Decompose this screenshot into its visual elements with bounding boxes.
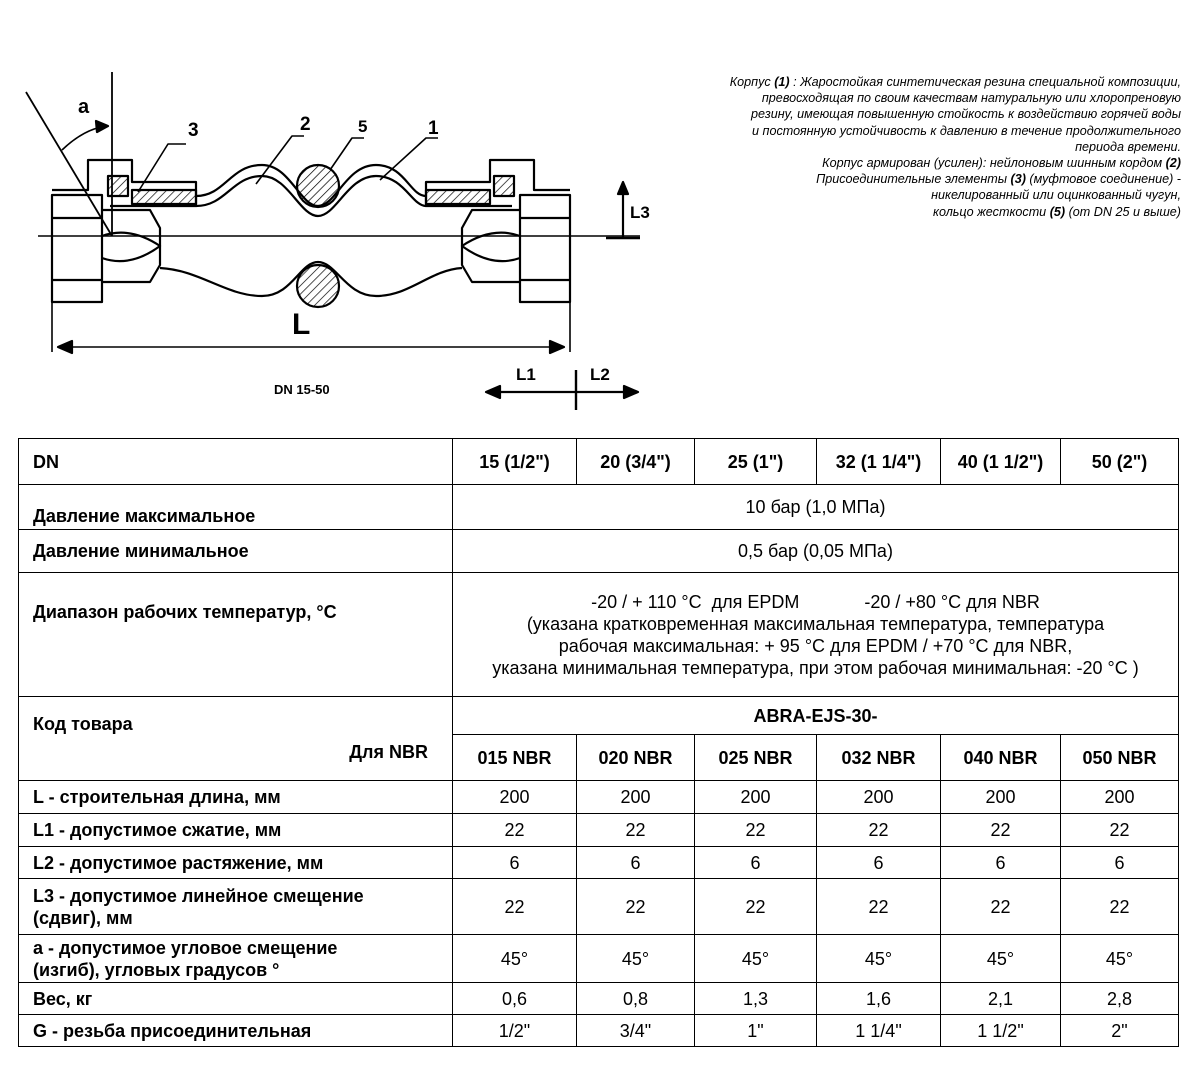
parameter-value: 22 bbox=[577, 879, 695, 935]
parameter-row bbox=[19, 847, 1179, 879]
code-prefix: ABRA-EJS-30- bbox=[453, 697, 1179, 735]
parameter-label bbox=[19, 983, 453, 1015]
component-description bbox=[640, 74, 1181, 220]
dn-value: 50 (2") bbox=[1061, 439, 1179, 485]
description-text: и постоянную устойчивость к давлению в течение продолжительного bbox=[752, 123, 1181, 138]
parameter-value: 45° bbox=[453, 935, 577, 983]
description-text: Корпус bbox=[729, 75, 775, 89]
parameter-row bbox=[19, 935, 1179, 983]
parameter-value: 22 bbox=[1061, 879, 1179, 935]
parameter-value: 45° bbox=[577, 935, 695, 983]
description-text: : Жаростойкая синтетическая резина специальной композиции, bbox=[789, 75, 1181, 89]
dn-value: 15 (1/2") bbox=[453, 439, 577, 485]
parameter-value: 22 bbox=[817, 814, 941, 847]
parameter-label-line: L3 - допустимое линейное смещение bbox=[33, 885, 364, 906]
pressure-min-value: 0,5 бар (0,05 МПа) bbox=[453, 530, 1179, 573]
parameter-value: 2" bbox=[1061, 1015, 1179, 1047]
parameter-value: 200 bbox=[577, 781, 695, 814]
parameter-value: 22 bbox=[695, 879, 817, 935]
description-line bbox=[640, 123, 1181, 139]
dn-value: 25 (1") bbox=[695, 439, 817, 485]
parameter-label-line: L2 - допустимое растяжение, мм bbox=[33, 852, 324, 873]
parameter-value: 200 bbox=[941, 781, 1061, 814]
description-text: периода времени. bbox=[1075, 139, 1181, 154]
parameter-label bbox=[19, 814, 453, 847]
temperature-line: (указана кратковременная максимальная температура, температура bbox=[526, 613, 1105, 634]
parameter-value: 6 bbox=[1061, 847, 1179, 879]
description-line bbox=[640, 90, 1181, 106]
parameter-value: 22 bbox=[577, 814, 695, 847]
parameter-row bbox=[19, 814, 1179, 847]
parameter-label bbox=[19, 781, 453, 814]
parameter-row bbox=[19, 879, 1179, 935]
parameter-value: 45° bbox=[817, 935, 941, 983]
temperature-line: рабочая максимальная: + 95 °C для EPDM / +70 °C для NBR, bbox=[558, 635, 1073, 656]
description-line bbox=[640, 74, 1181, 90]
temperature-value bbox=[453, 573, 1179, 697]
pressure-min-label: Давление минимальное bbox=[19, 530, 453, 573]
parameter-row bbox=[19, 781, 1179, 814]
length-label: L bbox=[292, 308, 311, 341]
parameter-value: 6 bbox=[695, 847, 817, 879]
description-text: никелированный или оцинкованный чугун, bbox=[931, 188, 1181, 203]
product-code: 015 NBR bbox=[453, 735, 577, 781]
part-number: (5) bbox=[1049, 204, 1066, 219]
pressure-min-row bbox=[19, 530, 1179, 573]
parameter-value: 6 bbox=[577, 847, 695, 879]
l3-label: L3 bbox=[630, 203, 650, 222]
description-line bbox=[640, 139, 1181, 155]
product-code: 032 NBR bbox=[817, 735, 941, 781]
dn-value: 32 (1 1/4") bbox=[817, 439, 941, 485]
parameter-value: 22 bbox=[941, 814, 1061, 847]
dn-row bbox=[19, 439, 1179, 485]
description-text: превосходящая по своим качествам натуральную или хлоропреновую bbox=[761, 91, 1181, 106]
parameter-value: 1" bbox=[695, 1015, 817, 1047]
description-line bbox=[640, 187, 1181, 203]
product-code: 050 NBR bbox=[1061, 735, 1179, 781]
dn-value: 40 (1 1/2") bbox=[941, 439, 1061, 485]
parameter-label-line: (сдвиг), мм bbox=[33, 907, 133, 928]
dn-caption: DN 15-50 bbox=[274, 382, 330, 397]
description-line bbox=[640, 106, 1181, 122]
parameter-label-line: Вес, кг bbox=[33, 988, 93, 1009]
parameter-value: 22 bbox=[695, 814, 817, 847]
description-line bbox=[640, 171, 1181, 187]
parameter-label bbox=[19, 847, 453, 879]
parameter-value: 200 bbox=[453, 781, 577, 814]
parameter-value: 45° bbox=[1061, 935, 1179, 983]
parameter-value: 22 bbox=[817, 879, 941, 935]
parameter-row bbox=[19, 1015, 1179, 1047]
part-3-label: 3 bbox=[188, 120, 199, 141]
description-text: Корпус армирован (усилен): нейлоновым шинным кордом bbox=[822, 156, 1166, 171]
code-sub-label: Для NBR bbox=[349, 742, 428, 762]
parameter-value: 1 1/4" bbox=[817, 1015, 941, 1047]
parameter-label bbox=[19, 1015, 453, 1047]
parameter-label-line: L - строительная длина, мм bbox=[33, 787, 281, 807]
temperature-row bbox=[19, 573, 1179, 697]
parameter-value: 22 bbox=[1061, 814, 1179, 847]
parameter-value: 0,6 bbox=[453, 983, 577, 1015]
code-label: Код товара bbox=[33, 714, 133, 734]
parameter-label-line: а - допустимое угловое смещение bbox=[33, 937, 338, 958]
parameter-value: 6 bbox=[817, 847, 941, 879]
part-2-label: 2 bbox=[300, 114, 311, 135]
parameter-value: 0,8 bbox=[577, 983, 695, 1015]
part-number: (3) bbox=[1010, 172, 1026, 187]
expansion-joint-drawing bbox=[0, 0, 680, 430]
dn-label: DN bbox=[19, 439, 453, 485]
parameter-value: 1 1/2" bbox=[941, 1015, 1061, 1047]
product-code: 040 NBR bbox=[941, 735, 1061, 781]
l2-label: L2 bbox=[590, 365, 610, 384]
temperature-label: Диапазон рабочих температур, °C bbox=[19, 573, 453, 697]
part-1-label: 1 bbox=[428, 118, 439, 139]
temperature-line: указана минимальная температура, при этом рабочая минимальная: -20 °C ) bbox=[492, 657, 1139, 678]
parameter-value: 45° bbox=[695, 935, 817, 983]
parameter-value: 3/4" bbox=[577, 1015, 695, 1047]
description-text: кольцо жесткости bbox=[933, 204, 1050, 219]
parameter-value: 200 bbox=[817, 781, 941, 814]
parameter-value: 6 bbox=[941, 847, 1061, 879]
parameter-value: 1,3 bbox=[695, 983, 817, 1015]
pressure-max-label: Давление максимальное bbox=[19, 485, 453, 530]
parameter-label-line: L1 - допустимое сжатие, мм bbox=[33, 820, 282, 840]
l1-label: L1 bbox=[516, 365, 536, 384]
description-text: (муфтовое соединение) - bbox=[1025, 172, 1181, 187]
parameter-label bbox=[19, 879, 453, 935]
product-code: 025 NBR bbox=[695, 735, 817, 781]
parameter-value: 22 bbox=[453, 879, 577, 935]
product-code: 020 NBR bbox=[577, 735, 695, 781]
code-prefix-row bbox=[19, 697, 1179, 735]
parameter-row bbox=[19, 983, 1179, 1015]
description-line bbox=[640, 204, 1181, 220]
parameter-value: 22 bbox=[453, 814, 577, 847]
temperature-line: -20 / + 110 °C для EPDM -20 / +80 °C для NBR bbox=[591, 591, 1040, 612]
parameter-value: 22 bbox=[941, 879, 1061, 935]
parameter-value: 200 bbox=[1061, 781, 1179, 814]
code-label-cell bbox=[19, 697, 453, 781]
description-text: резину, имеющая повышенную стойкость к воздействию горячей воды bbox=[750, 107, 1181, 122]
description-line bbox=[640, 155, 1181, 171]
parameter-label bbox=[19, 935, 453, 983]
parameter-value: 200 bbox=[695, 781, 817, 814]
parameter-label-line: (изгиб), угловых градусов ° bbox=[33, 959, 280, 980]
parameter-value: 45° bbox=[941, 935, 1061, 983]
description-text: (от DN 25 и выше) bbox=[1065, 204, 1181, 219]
parameter-value: 6 bbox=[453, 847, 577, 879]
parameter-label-line: G - резьба присоединительная bbox=[33, 1020, 312, 1041]
parameter-value: 1,6 bbox=[817, 983, 941, 1015]
part-5-label: 5 bbox=[358, 117, 368, 136]
parameter-value: 1/2" bbox=[453, 1015, 577, 1047]
specification-table bbox=[18, 438, 1179, 1047]
parameter-value: 2,8 bbox=[1061, 983, 1179, 1015]
angle-label: a bbox=[78, 96, 90, 118]
description-text: Присоединительные элементы bbox=[816, 172, 1011, 187]
dn-value: 20 (3/4") bbox=[577, 439, 695, 485]
pressure-max-value: 10 бар (1,0 МПа) bbox=[453, 485, 1179, 530]
pressure-max-row bbox=[19, 485, 1179, 530]
part-number: (1) bbox=[774, 75, 790, 89]
parameter-value: 2,1 bbox=[941, 983, 1061, 1015]
parameter-rows bbox=[19, 781, 1179, 1047]
part-number: (2) bbox=[1165, 156, 1181, 171]
